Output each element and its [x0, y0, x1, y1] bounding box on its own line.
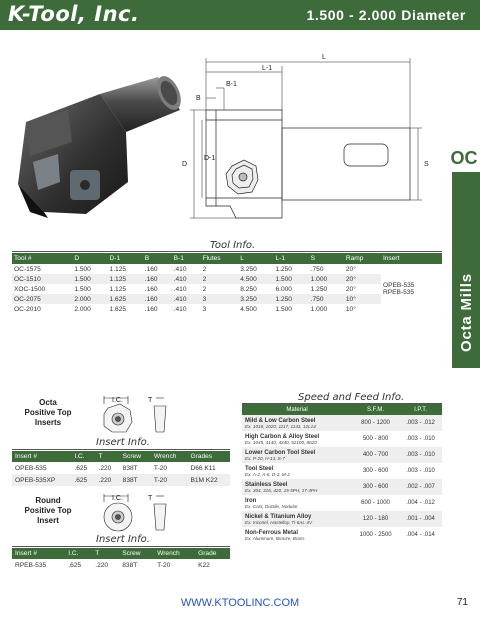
- table-cell: .220: [96, 474, 120, 486]
- ipt-cell: .003 - .010: [399, 447, 442, 463]
- table-cell: .160: [144, 305, 158, 313]
- material-cell: [242, 463, 352, 479]
- sfm-cell: 500 - 800: [362, 436, 389, 442]
- table-cell: 1.250: [273, 294, 308, 304]
- table-cell: 1.250: [275, 265, 292, 273]
- table-cell: T-20: [151, 474, 188, 486]
- ipt-cell: .003 - .012: [399, 415, 442, 431]
- ipt-cell: .002 - .007: [399, 479, 442, 495]
- table-cell: .160: [144, 285, 158, 293]
- dim-label-t: T: [148, 495, 153, 502]
- col-header: Wrench: [154, 548, 195, 559]
- dimension-drawing: [176, 48, 448, 233]
- dim-label-b1: B-1: [226, 81, 237, 88]
- table-cell: .410: [173, 265, 187, 273]
- table-cell: 20°: [345, 265, 356, 273]
- table-cell: 10°: [344, 294, 381, 304]
- table-cell: 2: [202, 265, 207, 273]
- page-number: 71: [456, 597, 468, 608]
- ipt-cell: .004 - .014: [406, 532, 435, 538]
- sfm-cell: 300 - 600: [352, 479, 399, 495]
- round-insert-rule: [12, 546, 230, 547]
- material-example: Ex. A-2, A-6, D-2, M-2: [245, 471, 290, 477]
- series-label: Octa Mills: [458, 273, 475, 352]
- table-row: [12, 274, 442, 284]
- label-line: Octa: [39, 398, 57, 407]
- table-cell: 20°: [344, 274, 381, 284]
- col-header: B-1: [172, 253, 201, 264]
- ipt-cell: .004 - .012: [406, 500, 435, 506]
- label-line: Round: [35, 496, 61, 505]
- table-cell: K22: [198, 561, 210, 569]
- material-cell: [242, 479, 352, 495]
- material-name: Iron: [245, 497, 257, 504]
- table-cell: 2.000: [72, 294, 107, 304]
- dim-label-l1: L-1: [262, 65, 273, 72]
- table-cell: 1.500: [74, 265, 91, 273]
- table-cell: 10°: [345, 305, 356, 313]
- octa-insert-rule: [12, 449, 230, 450]
- table-row: [12, 284, 442, 294]
- tool-info-table: [12, 253, 442, 314]
- material-cell: [242, 511, 352, 527]
- material-name: Mild & Low Carbon Steel: [245, 417, 316, 424]
- col-header: D-1: [108, 253, 143, 264]
- table-cell: T-20: [157, 561, 171, 569]
- insert-table-header: [12, 548, 230, 559]
- table-cell: .750: [310, 265, 324, 273]
- ipt-cell: .001 - .004: [399, 511, 442, 527]
- sfm-cell: 1000 - 2500: [359, 532, 392, 538]
- table-cell: .625: [74, 464, 88, 472]
- series-code: OC: [450, 148, 478, 168]
- speed-feed-title: Speed and Feed Info.: [298, 392, 405, 403]
- sfm-cell: 400 - 700: [352, 447, 399, 463]
- sfm-cell: 600 - 1000: [361, 500, 390, 506]
- table-cell: .625: [71, 474, 95, 486]
- col-header: T: [92, 548, 119, 559]
- insert-table-header: [12, 451, 230, 462]
- website-link[interactable]: WWW.KTOOLINC.COM: [180, 597, 300, 609]
- table-cell: B1M K22: [187, 474, 230, 486]
- table-cell: 3: [202, 305, 207, 313]
- table-cell: .410: [172, 274, 201, 284]
- table-cell: 838T: [122, 561, 138, 569]
- tool-table-header: [12, 253, 442, 264]
- table-cell: .220: [95, 561, 109, 569]
- table-cell: 1.500: [72, 274, 107, 284]
- col-header: I.C.: [71, 451, 95, 462]
- col-header: Insert: [381, 253, 442, 264]
- col-header: L-1: [273, 253, 308, 264]
- octa-insert-label: [18, 398, 78, 428]
- table-row: [242, 479, 442, 495]
- dim-label-d: D: [182, 161, 188, 168]
- table-cell: 2: [201, 274, 239, 284]
- dim-label-t: T: [148, 397, 153, 404]
- material-example: Ex. Aluminum, Bronze, Brass: [245, 535, 305, 541]
- label-line: Insert: [37, 516, 59, 525]
- table-cell: 3: [201, 294, 239, 304]
- table-cell: 1.500: [273, 274, 308, 284]
- table-cell: 1.125: [109, 285, 127, 293]
- col-header: D: [72, 253, 107, 264]
- col-header: L: [238, 253, 273, 264]
- material-cell: [242, 527, 352, 543]
- speed-feed-table: [242, 404, 442, 543]
- material-name: Lower Carbon Tool Steel: [245, 449, 316, 456]
- col-header: Insert #: [12, 548, 65, 559]
- label-line: Positive Top: [24, 408, 72, 417]
- section-side-tab: [448, 138, 480, 378]
- col-header: Material: [242, 404, 352, 415]
- table-row: [242, 527, 442, 543]
- table-cell: .750: [309, 294, 344, 304]
- table-cell: 4.500: [240, 305, 257, 313]
- table-row: [242, 415, 442, 431]
- header-bar: [0, 0, 480, 30]
- table-cell: 1.625: [109, 305, 127, 313]
- material-name: Non-Ferrous Metal: [245, 529, 299, 536]
- table-cell: RPEB-535: [15, 561, 47, 569]
- table-cell: .410: [173, 305, 187, 313]
- col-header: Insert #: [12, 451, 71, 462]
- dim-label-l: L: [322, 54, 326, 61]
- material-example: Ex. 304, 316, 420, 15-5PH, 17-4PH: [245, 487, 318, 493]
- dim-label-ic: I.C.: [112, 397, 123, 404]
- ipt-cell: .003 - .010: [406, 436, 435, 442]
- insert-cell: [381, 264, 442, 314]
- material-cell: [242, 447, 352, 463]
- table-cell: 1.125: [109, 265, 127, 273]
- col-header: B: [143, 253, 172, 264]
- dim-label-b: B: [196, 95, 201, 102]
- col-header: Ramp: [344, 253, 381, 264]
- material-example: Ex. P-20, H-13, S-7: [245, 455, 285, 461]
- material-example: Ex. Inconel, Hastelloy, Ti-6AL-4V: [245, 519, 313, 525]
- col-header: Flutes: [201, 253, 239, 264]
- table-cell: 20°: [345, 285, 356, 293]
- material-cell: [242, 431, 352, 447]
- table-cell: 1.000: [309, 274, 344, 284]
- table-row: [12, 304, 442, 314]
- insert-value: RPEB-535: [382, 289, 415, 296]
- table-cell: .625: [68, 561, 82, 569]
- col-header: Tool #: [12, 253, 72, 264]
- material-name: Nickel & Titanium Alloy: [245, 513, 312, 520]
- table-cell: 3.250: [240, 265, 257, 273]
- table-row: [242, 431, 442, 447]
- col-header: Grades: [187, 451, 230, 462]
- round-insert-table: [12, 548, 230, 571]
- material-example: Ex. 1045, 4140, 4340, 52100, 8620: [245, 439, 317, 445]
- octa-insert-info-title: Insert Info.: [96, 437, 150, 448]
- material-example: Ex. Cast, Ductile, Nodular: [245, 503, 298, 509]
- col-header: Grade: [195, 548, 230, 559]
- tool-number-link[interactable]: OC-2075: [12, 294, 72, 304]
- table-cell: 4.500: [238, 274, 273, 284]
- table-row: [242, 463, 442, 479]
- table-cell: .220: [98, 464, 112, 472]
- tool-info-title: Tool Info.: [210, 240, 256, 251]
- table-row: [242, 447, 442, 463]
- col-header: Screw: [119, 548, 154, 559]
- material-example: Ex. 1018, 1020, 1117, 1141, 12L14: [245, 423, 316, 429]
- sfm-cell: 800 - 1200: [352, 415, 399, 431]
- product-photo: [8, 72, 188, 222]
- dim-label-d1: D-1: [204, 155, 216, 162]
- col-header: Screw: [120, 451, 151, 462]
- tool-info-rule: [12, 251, 442, 252]
- table-cell: 3.250: [238, 294, 273, 304]
- round-insert-info-title: Insert Info.: [96, 534, 150, 545]
- table-cell: 1.500: [74, 285, 91, 293]
- octa-insert-diagram: [98, 394, 198, 438]
- table-cell: 1.625: [108, 294, 143, 304]
- dim-label-ic: I.C.: [112, 495, 123, 502]
- material-name: Tool Steel: [245, 465, 274, 472]
- table-cell: .160: [144, 265, 158, 273]
- col-header: T: [96, 451, 120, 462]
- table-cell: D66 K11: [190, 464, 216, 472]
- table-row: [12, 559, 230, 571]
- table-cell: 6.000: [275, 285, 292, 293]
- table-cell: .410: [172, 294, 201, 304]
- table-cell: 838T: [122, 464, 138, 472]
- col-header: S: [309, 253, 344, 264]
- material-cell: [242, 415, 352, 431]
- round-insert-label: [18, 496, 78, 526]
- table-cell: 1.000: [310, 305, 328, 313]
- table-cell: 8.250: [240, 285, 257, 293]
- col-header: S.F.M.: [352, 404, 399, 415]
- table-cell: 838T: [120, 474, 151, 486]
- sfm-cell: 120 - 180: [352, 511, 399, 527]
- table-row: [12, 264, 442, 274]
- table-cell: .410: [173, 285, 187, 293]
- table-row: [12, 462, 230, 474]
- sfm-cell: 300 - 600: [362, 468, 389, 474]
- table-row: [242, 511, 442, 527]
- brand-logo: K-Tool, Inc.: [8, 2, 140, 26]
- table-cell: 1.500: [275, 305, 292, 313]
- label-line: Positive Top: [24, 506, 72, 515]
- table-cell: 2: [202, 285, 207, 293]
- table-cell: OPEB-535: [15, 464, 47, 472]
- col-header: Wrench: [151, 451, 188, 462]
- octa-insert-table: [12, 451, 230, 486]
- col-header: I.C.: [65, 548, 92, 559]
- table-row: [242, 495, 442, 511]
- tool-number-link[interactable]: XOC-1500: [14, 285, 46, 293]
- material-name: High Carbon & Alloy Steel: [245, 433, 320, 440]
- tool-number-link[interactable]: OC-1510: [12, 274, 72, 284]
- col-header: I.P.T.: [399, 404, 442, 415]
- insert-value: OPEB-535: [382, 282, 415, 289]
- material-cell: [242, 495, 352, 511]
- table-cell: 1.125: [108, 274, 143, 284]
- table-cell: .160: [143, 294, 172, 304]
- page-title: 1.500 - 2.000 Diameter: [306, 7, 466, 23]
- tool-number-link[interactable]: OC-1575: [14, 265, 41, 273]
- dim-label-s: S: [424, 161, 429, 168]
- tool-number-link[interactable]: OC-2010: [14, 305, 41, 313]
- table-row: [12, 474, 230, 486]
- table-cell: T-20: [153, 464, 168, 472]
- label-line: Inserts: [34, 418, 62, 427]
- table-cell: 1.250: [310, 285, 328, 293]
- table-cell: OPEB-535XP: [12, 474, 71, 486]
- table-cell: 2.000: [74, 305, 91, 313]
- speed-feed-header: [242, 404, 442, 415]
- round-insert-diagram: [98, 492, 198, 536]
- material-name: Stainless Steel: [245, 481, 288, 488]
- ipt-cell: .003 - .010: [406, 468, 435, 474]
- table-cell: .160: [143, 274, 172, 284]
- table-row: [12, 294, 442, 304]
